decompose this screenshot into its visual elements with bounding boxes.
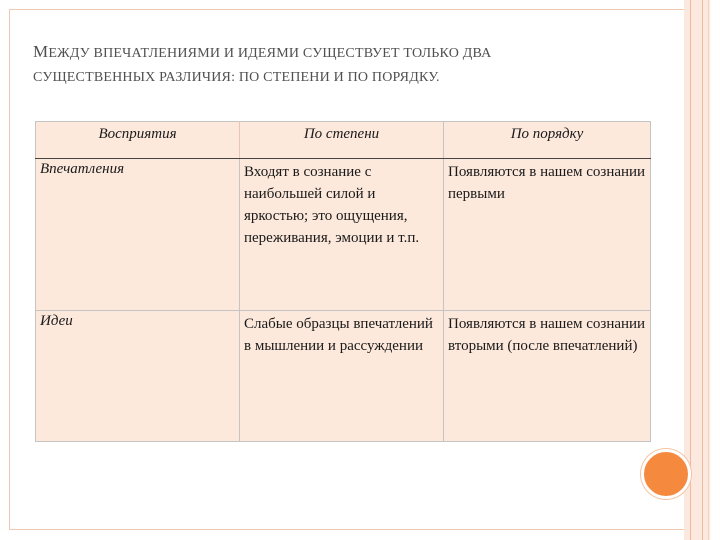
cell-degree: Слабые образцы впечатлений в мышлении и рассуждении bbox=[240, 311, 444, 442]
title-line-2: СУЩЕСТВЕННЫХ РАЗЛИЧИЯ: ПО СТЕПЕНИ И ПО ПОРЯДКУ. bbox=[33, 70, 440, 85]
comparison-table bbox=[35, 121, 651, 442]
cell-degree: Входят в сознание с наибольшей силой и яркостью; это ощущения, переживания, эмоции и т.п. bbox=[240, 159, 444, 311]
decorative-circle bbox=[641, 449, 691, 499]
decorative-line bbox=[690, 0, 691, 540]
cell-order: Появляются в нашем сознании вторыми (после впечатлений) bbox=[444, 311, 651, 442]
slide-title bbox=[33, 40, 653, 90]
title-line-1-text: ЕЖДУ ВПЕЧАТЛЕНИЯМИ И ИДЕЯМИ СУЩЕСТВУЕТ ТОЛЬКО ДВА bbox=[48, 46, 492, 61]
table-row bbox=[36, 159, 651, 311]
decorative-line bbox=[702, 0, 703, 540]
decorative-line bbox=[708, 0, 709, 540]
header-order: По порядку bbox=[444, 122, 651, 159]
row-label-ideas: Идеи bbox=[36, 311, 240, 442]
title-line-1 bbox=[33, 40, 653, 66]
table-header-row bbox=[36, 122, 651, 159]
cell-order: Появляются в нашем сознании первыми bbox=[444, 159, 651, 311]
table-row bbox=[36, 311, 651, 442]
header-degree: По степени bbox=[240, 122, 444, 159]
title-initial: М bbox=[33, 42, 49, 61]
row-label-impressions: Впечатления bbox=[36, 159, 240, 311]
header-perceptions: Восприятия bbox=[36, 122, 240, 159]
decorative-stripe bbox=[684, 0, 710, 540]
